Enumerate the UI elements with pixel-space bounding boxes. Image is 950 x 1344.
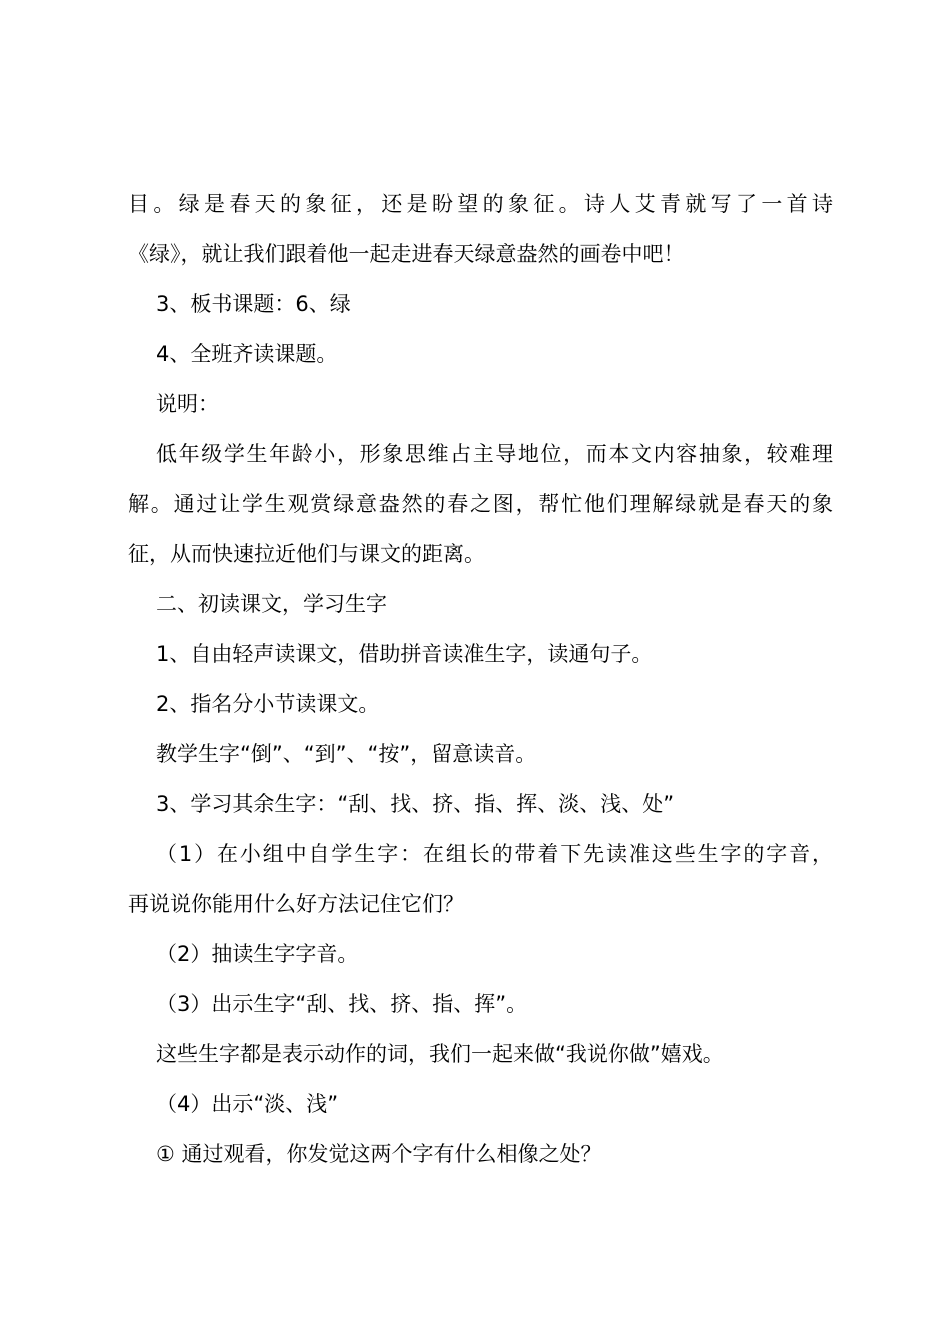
list-item: 3、板书课题：6、绿	[156, 292, 351, 316]
section-label: 说明：	[156, 392, 219, 416]
paragraph-line: 征，从而快速拉近他们与课文的距离。	[128, 542, 485, 566]
section-heading: 二、初读课文，学习生字	[156, 592, 387, 616]
list-item: 4、全班齐读课题。	[156, 342, 338, 366]
list-item: 1、自由轻声读课文，借助拼音读准生字，读通句子。	[156, 642, 653, 666]
list-item: 2、指名分小节读课文。	[156, 692, 380, 716]
paragraph-line: 低年级学生年龄小，形象思维占主导地位，而本文内容抽象，较难理	[156, 442, 833, 466]
list-item: （4）出示“淡、浅”	[156, 1092, 339, 1116]
paragraph-line: 目。绿是春天的象征，还是盼望的象征。诗人艾青就写了一首诗	[128, 192, 833, 216]
list-item: （1）在小组中自学生字：在组长的带着下先读准这些生字的字音，	[156, 842, 833, 866]
paragraph-line: 这些生字都是表示动作的词，我们一起来做“我说你做”嬉戏。	[156, 1042, 724, 1066]
paragraph-line: 解。通过让学生观赏绿意盎然的春之图，帮忙他们理解绿就是春天的象	[128, 492, 833, 516]
paragraph-line: 《绿》，就让我们跟着他一起走进春天绿意盎然的画卷中吧！	[128, 242, 685, 266]
paragraph-line: 教学生字“倒”、“到”、“按”，留意读音。	[156, 742, 537, 766]
paragraph-line: 再说说你能用什么好方法记住它们？	[128, 892, 464, 916]
list-item: 3、学习其余生字：“刮、找、挤、指、挥、淡、浅、处”	[156, 792, 675, 816]
list-item: ① 通过观看，你发觉这两个字有什么相像之处？	[156, 1142, 602, 1166]
list-item: （3）出示生字“刮、找、挤、指、挥”。	[156, 992, 528, 1016]
list-item: （2）抽读生字字音。	[156, 942, 359, 966]
